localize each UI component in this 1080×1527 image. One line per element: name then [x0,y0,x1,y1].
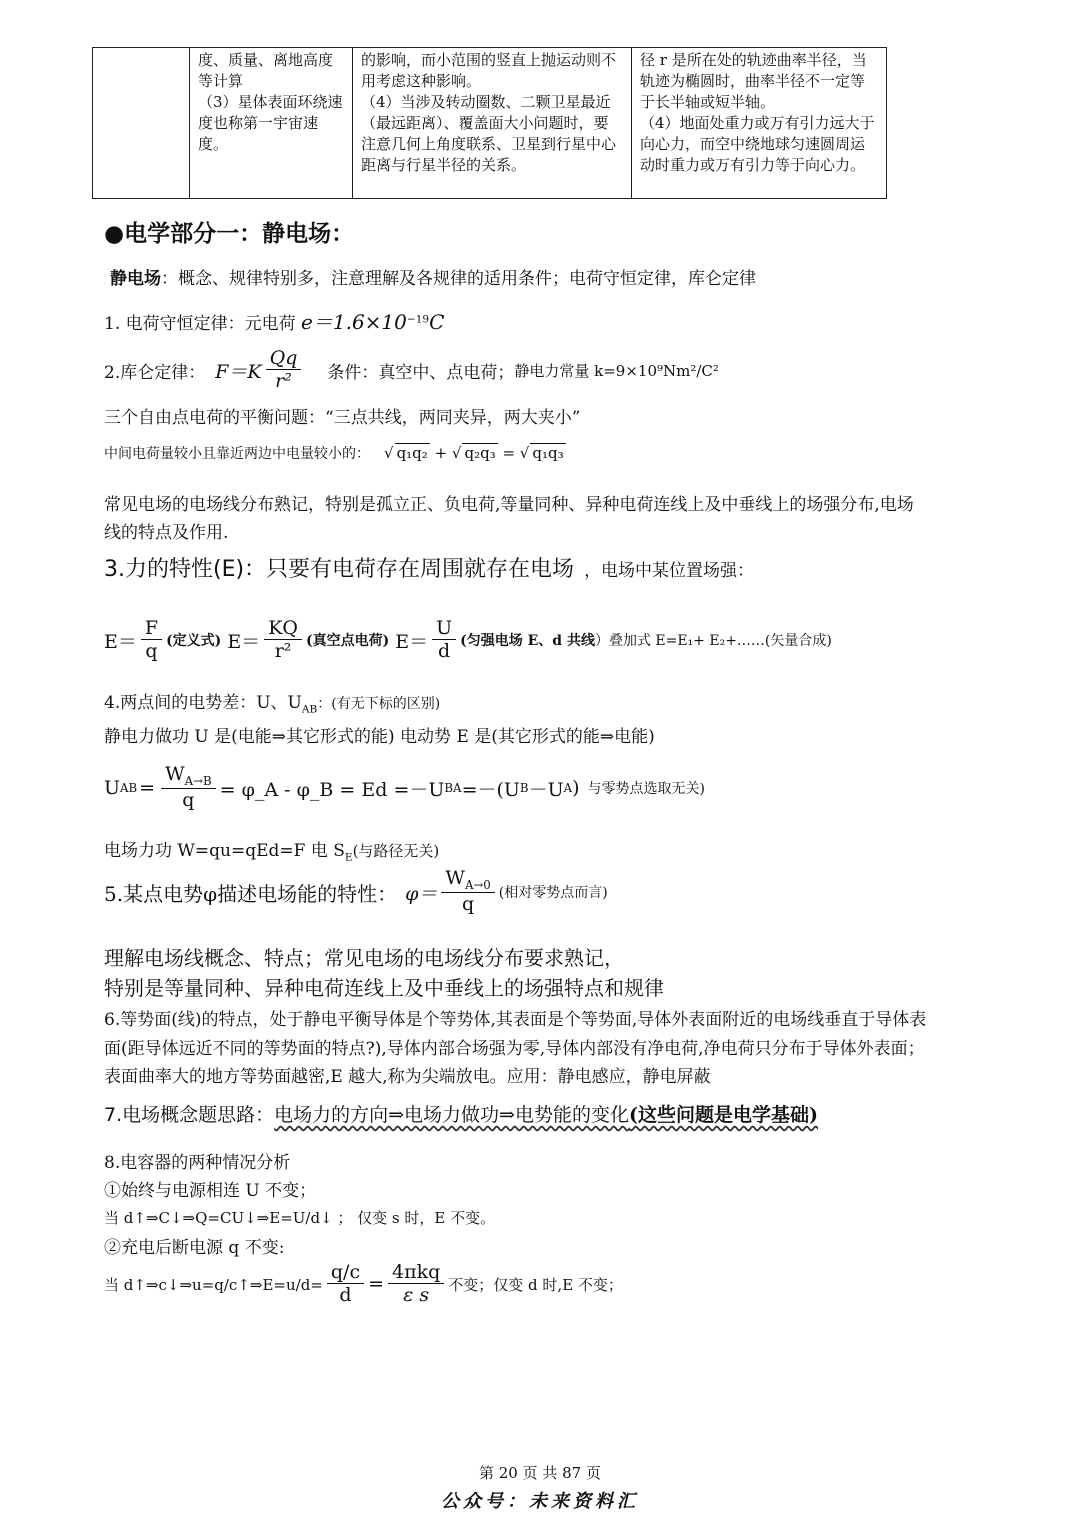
p5-lhs: φ＝ [405,882,438,905]
p5-note: (相对零势点而言) [498,885,608,901]
uab-fraction [161,764,216,812]
p6-line-c: 表面曲率大的地方等势面越密,E 越大,称为尖端放电。应用：静电感应，静电屏蔽 [104,1067,711,1087]
table-cell-1 [93,48,190,199]
big-line-2: 特别是等量同种、异种电荷连线上及中垂线上的场强特点和规律 [104,976,664,1000]
p5-num-sub: A→0 [464,878,491,893]
intro-text: ：概念、规律特别多，注意理解及各规律的适用条件；电荷守恒定律，库仑定律 [161,269,756,289]
uab-note: 与零势点选取无关) [587,781,705,797]
line-work [104,836,439,863]
l4-term-1: q₁q₂ [396,444,428,462]
l2-cond: 条件：真空中、点电荷； [327,362,515,383]
l4-prefix: 中间电荷量较小且靠近两边中电量较小的： [104,446,370,462]
e1-label: (定义式) [166,633,222,649]
line-1 [104,306,444,335]
p7-bold: (这些问题是电学基础) [628,1104,818,1126]
uab-sub: AB [120,781,138,795]
e-tail: ）叠加式 E=E₁+ E₂+……(矢量合成) [594,633,832,649]
heading-3 [104,552,754,583]
e2-lhs: E＝ [227,630,261,653]
p6-line-b: 面(距导体远近不同的等势面的特点?),导体内部合场强为零,导体内部没有净电荷,净电荷只分布于导体外表面； [104,1039,925,1059]
l4-term-2: q₂q₃ [464,444,496,462]
line-4: 中间电荷量较小且靠近两边中电量较小的： √ q₁q₂ + √ q₂q₃ = √ q₁q₃ [104,444,564,462]
e1-den: q [145,639,158,662]
coulomb-fraction [266,348,302,393]
p5-den: q [462,892,475,915]
uab-rhs: = φ_A - φ_B = Ed =－U [219,778,445,801]
line-p8: 8.电容器的两种情况分析 [104,1153,291,1173]
e2-den: r² [274,639,292,662]
p8b2-num-2: 4πkq [388,1262,444,1284]
line-5b: 线的特点及作用. [104,523,229,543]
line-p8a2: 当 d↑⇒C↓⇒Q=CU↓⇒E=U/d↓ ； 仅变 s 时，E 不变。 [104,1209,496,1227]
line-3: 三个自由点电荷的平衡问题：“三点共线，两同夹异，两大夹小” [104,408,581,428]
p8b2-fraction-1 [327,1262,364,1307]
p8b2-den-1: d [339,1283,352,1306]
section-intro [110,264,756,289]
uab-rhs2: =－(U [461,778,520,801]
line-p4b: 静电力做功 U 是(电能⇒其它形式的能) 电动势 E 是(其它形式的能⇒电能) [104,727,655,747]
uab-formula: U AB = $\frac{W_{A\to B}}{q}$ = φ_A - φ_B = Ed =－U BA =－(U B －U A ) 与零势点选取无关) [104,763,705,811]
p4-sub: AB [301,703,318,716]
table-cell-4: 径 r 是所在处的轨迹曲率半径，当轨迹为椭圆时，曲率半径不一定等于长半轴或短半轴。 （4）地面处重力或万有引力远大于向心力，而空中绕地球匀速圆周运动时重力或万有引力等于向心力。 [632,48,887,199]
work-sub: E [344,851,353,864]
l1-exp: −19 [406,313,430,326]
p5-text: 5.某点电势φ描述电场能的特性： [104,881,398,906]
uab-rhs3: －U [528,778,564,801]
watermark-stamp: 公众号：未来资料汇 [441,1491,639,1512]
e1-num: F [141,618,162,640]
e1-fraction [141,618,162,663]
l2-prefix: 2.库仑定律： [104,362,206,383]
p7-mid: 电场力的方向⇒电场力做功⇒电势能的变化 [274,1104,629,1126]
work-tail: (与路径无关) [352,842,440,860]
e3-fraction [432,618,456,663]
p4-tail: ：(有无下标的区别) [317,696,441,712]
l2-den: r² [275,369,292,392]
p4-text: 4.两点间的电势差：U、U [104,693,302,713]
uab-num: W [165,763,185,786]
p8b2-den-2: ε s [403,1283,430,1306]
uab-den: q [182,788,195,811]
line-p8a: ①始终与电源相连 U 不变； [104,1181,317,1201]
intro-bold: 静电场 [110,269,161,289]
p5-fraction [441,868,494,916]
line-p8b: ②充电后断电源 q 不变: [104,1238,285,1258]
h3-title: 3.力的特性(E)：只要有电荷存在周围就存在电场 [104,557,575,582]
l2-num: Qq [266,348,302,370]
e3-lhs: E＝ [395,630,429,653]
table-cell-2: 度、质量、离地高度等计算 （3）星体表面环绕速度也称第一宇宙速度。 [190,48,353,199]
e2-fraction [264,618,302,663]
section-title: ●电学部分一：静电场： [104,221,355,247]
p8b2-num-1: q/c [327,1262,364,1284]
line-p4 [104,688,440,715]
l2-left: F＝K [215,360,262,383]
line-p7 [104,1100,818,1127]
p7-prefix: 7.电场概念题思路： [104,1104,275,1126]
continuation-table [92,47,887,199]
line-p8b2: 当 d↑⇒c↓⇒u=q/c↑⇒E=u/d= $\frac{q/c}{d}$ = $\frac{\text{4πkq}}{\text{ε s}}$ 不变；仅变 d 时,E 不变； [104,1260,623,1306]
p5-num: W [445,867,465,890]
h3-tail: ，电场中某位置场强： [584,561,755,581]
l2-const: 静电力常量 k=9×10⁹Nm²/C² [514,361,719,380]
p8b2-prefix: 当 d↑⇒c↓⇒u=q/c↑⇒E=u/d= [104,1275,323,1294]
p8b2-tail: 不变；仅变 d 时,E 不变； [448,1275,623,1294]
table-cell-3: 的影响，而小范围的竖直上抛运动则不用考虑这种影响。 （4）当涉及转动圈数、二颗卫星最近（最远距离）、覆盖面大小问题时，要注意几何上角度联系、卫星到行星中心距离与行星半径的关系。 [353,48,632,199]
e3-den: d [438,639,451,662]
work-text: 电场力功 W=qu=qEd=F 电 S [104,841,345,861]
p6-line-a: 6.等势面(线)的特点，处于静电平衡导体是个等势体,其表面是个等势面,导体外表面附近的电场线垂直于导体表 [104,1010,927,1030]
line-p5 [104,862,608,922]
l1-prefix: 1. 电荷守恒定律：元电荷 [104,314,302,334]
e1-lhs: E＝ [104,630,137,653]
line-2 [104,345,719,395]
e3-num: U [432,618,456,640]
uab-lhs: U [104,777,121,799]
l1-formula: e＝1.6×10 [301,310,407,334]
p8b2-fraction-2 [388,1262,444,1307]
field-formulas [104,612,832,668]
l4-term-3: q₁q₃ [532,444,564,462]
line-5a: 常见电场的电场线分布熟记，特别是孤立正、负电荷,等量同种、异种电荷连线上及中垂线上的场强分布,电场 [104,495,914,515]
uab-rhs4: ) [572,777,580,799]
big-line-1: 理解电场线概念、特点；常见电场的电场线分布要求熟记， [104,946,624,970]
l1-unit: C [429,310,445,334]
e2-num: KQ [264,618,302,640]
e2-label: (真空点电荷) [305,633,390,649]
e3-label: (匀强电场 E、d 共线 [460,633,595,649]
uab-num-sub: A→B [184,774,212,789]
page-number: 第 20 页 共 87 页 [478,1464,601,1482]
